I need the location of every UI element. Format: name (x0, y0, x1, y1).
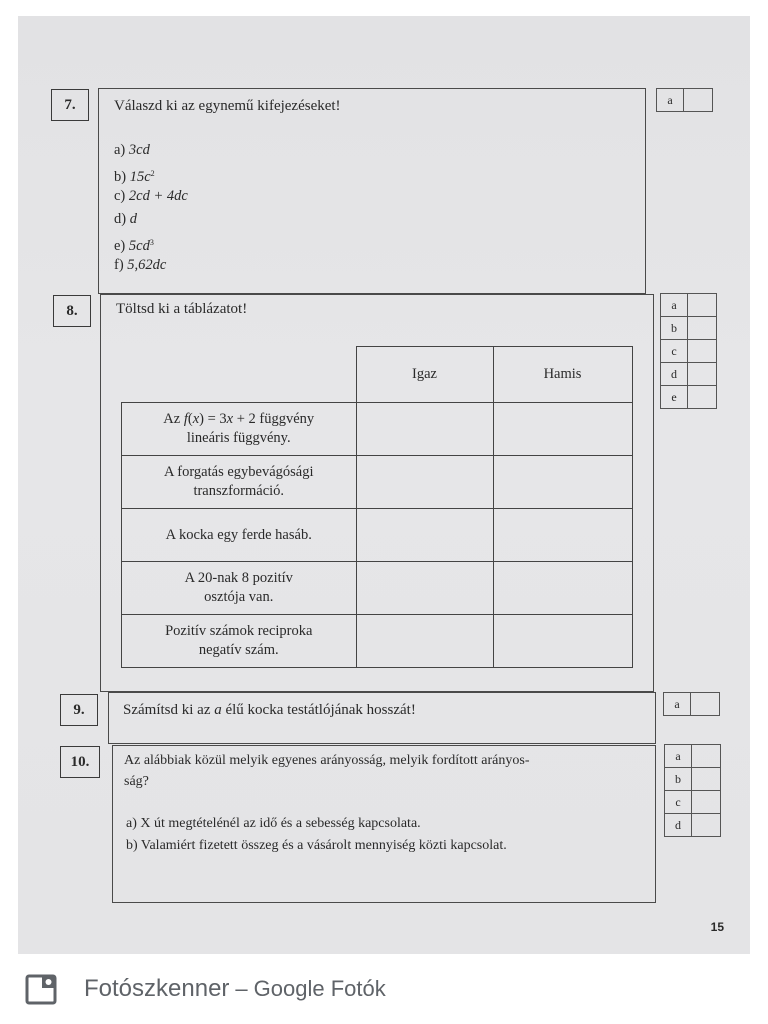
photoscan-icon (25, 973, 58, 1006)
score-label: c (661, 340, 688, 363)
q10-number: 10. (70, 753, 90, 770)
answer-cell-true[interactable] (356, 509, 493, 562)
score-box[interactable] (684, 89, 713, 112)
score-row (661, 294, 717, 317)
q7-prompt: Válaszd ki az egynemű kifejezéseket! (114, 98, 341, 114)
app-source: Google Fotók (253, 976, 386, 1001)
table-row (122, 562, 633, 615)
q7-option: d) d (114, 211, 137, 227)
scanned-page (18, 16, 750, 954)
col-header-true: Igaz (356, 347, 493, 403)
q7-score-grid (656, 88, 713, 112)
score-box[interactable] (691, 693, 720, 716)
score-row (657, 89, 713, 112)
q10-number-box (60, 746, 100, 778)
q9-score-grid (663, 692, 720, 716)
score-label: a (661, 294, 688, 317)
score-label: a (664, 693, 691, 716)
score-row (665, 814, 721, 837)
answer-cell-true[interactable] (356, 456, 493, 509)
answer-cell-true[interactable] (356, 403, 493, 456)
q9-number-box (60, 694, 98, 726)
score-row (661, 340, 717, 363)
q8-score-grid (660, 293, 717, 409)
score-row (664, 693, 720, 716)
q8-prompt: Töltsd ki a táblázatot! (116, 301, 248, 317)
table-row (122, 509, 633, 562)
score-row (661, 363, 717, 386)
q10-prompt-line2: ság? (124, 774, 149, 789)
q9-number: 9. (73, 701, 85, 718)
answer-cell-false[interactable] (493, 456, 632, 509)
answer-cell-true[interactable] (356, 615, 493, 668)
score-label: a (665, 745, 692, 768)
q8-number-box (53, 295, 91, 327)
q9-prompt: Számítsd ki az a élű kocka testátlójának hosszát! (123, 702, 416, 718)
score-box[interactable] (692, 791, 721, 814)
score-label: e (661, 386, 688, 409)
page-number: 15 (710, 920, 724, 934)
q8-number: 8. (66, 302, 78, 319)
score-box[interactable] (692, 768, 721, 791)
table-row (122, 615, 633, 668)
q7-option: c) 2cd + 4dc (114, 188, 188, 204)
q7-number: 7. (64, 96, 76, 113)
q10-option-b: b) Valamiért fizetett összeg és a vásárolt mennyiség közti kapcsolat. (126, 838, 507, 853)
score-box[interactable] (688, 317, 717, 340)
q7-number-box (51, 89, 89, 121)
q10-option-a: a) X út megtételénél az idő és a sebesség kapcsolata. (126, 816, 421, 831)
score-row (665, 768, 721, 791)
table-row (122, 456, 633, 509)
score-label: a (657, 89, 684, 112)
statement-cell: A kocka egy ferde hasáb. (122, 509, 357, 562)
answer-cell-false[interactable] (493, 509, 632, 562)
score-box[interactable] (692, 745, 721, 768)
score-box[interactable] (688, 386, 717, 409)
table-row (122, 403, 633, 456)
statement-cell: A 20-nak 8 pozitív osztója van. (122, 562, 357, 615)
statement-cell: Pozitív számok reciproka negatív szám. (122, 615, 357, 668)
score-row (665, 745, 721, 768)
q7-option: a) 3cd (114, 142, 150, 158)
score-box[interactable] (688, 363, 717, 386)
footer-separator: – (235, 976, 248, 1001)
score-row (665, 791, 721, 814)
q7-option: e) $5cd^3$ (114, 238, 154, 254)
score-box[interactable] (692, 814, 721, 837)
answer-cell-false[interactable] (493, 562, 632, 615)
q7-option: b) $15c^2$ (114, 169, 155, 185)
statement-cell: Az f(x) = 3x + 2 függvény lineáris függvény. (122, 403, 357, 456)
score-label: b (661, 317, 688, 340)
app-name: Fotószkenner (84, 975, 230, 1002)
answer-cell-true[interactable] (356, 562, 493, 615)
score-label: b (665, 768, 692, 791)
statement-cell: A forgatás egybevágósági transzformáció. (122, 456, 357, 509)
score-label: d (665, 814, 692, 837)
score-box[interactable] (688, 340, 717, 363)
score-label: d (661, 363, 688, 386)
app-attribution-bar (0, 954, 768, 1024)
q7-option: f) 5,62dc (114, 257, 167, 273)
score-box[interactable] (688, 294, 717, 317)
score-row (661, 386, 717, 409)
q10-prompt-line1: Az alábbiak közül melyik egyenes arányosság, melyik fordított arányos- (124, 753, 530, 768)
col-header-false: Hamis (493, 347, 632, 403)
q10-score-grid (664, 744, 721, 837)
true-false-table (121, 346, 633, 668)
score-row (661, 317, 717, 340)
answer-cell-false[interactable] (493, 615, 632, 668)
answer-cell-false[interactable] (493, 403, 632, 456)
score-label: c (665, 791, 692, 814)
